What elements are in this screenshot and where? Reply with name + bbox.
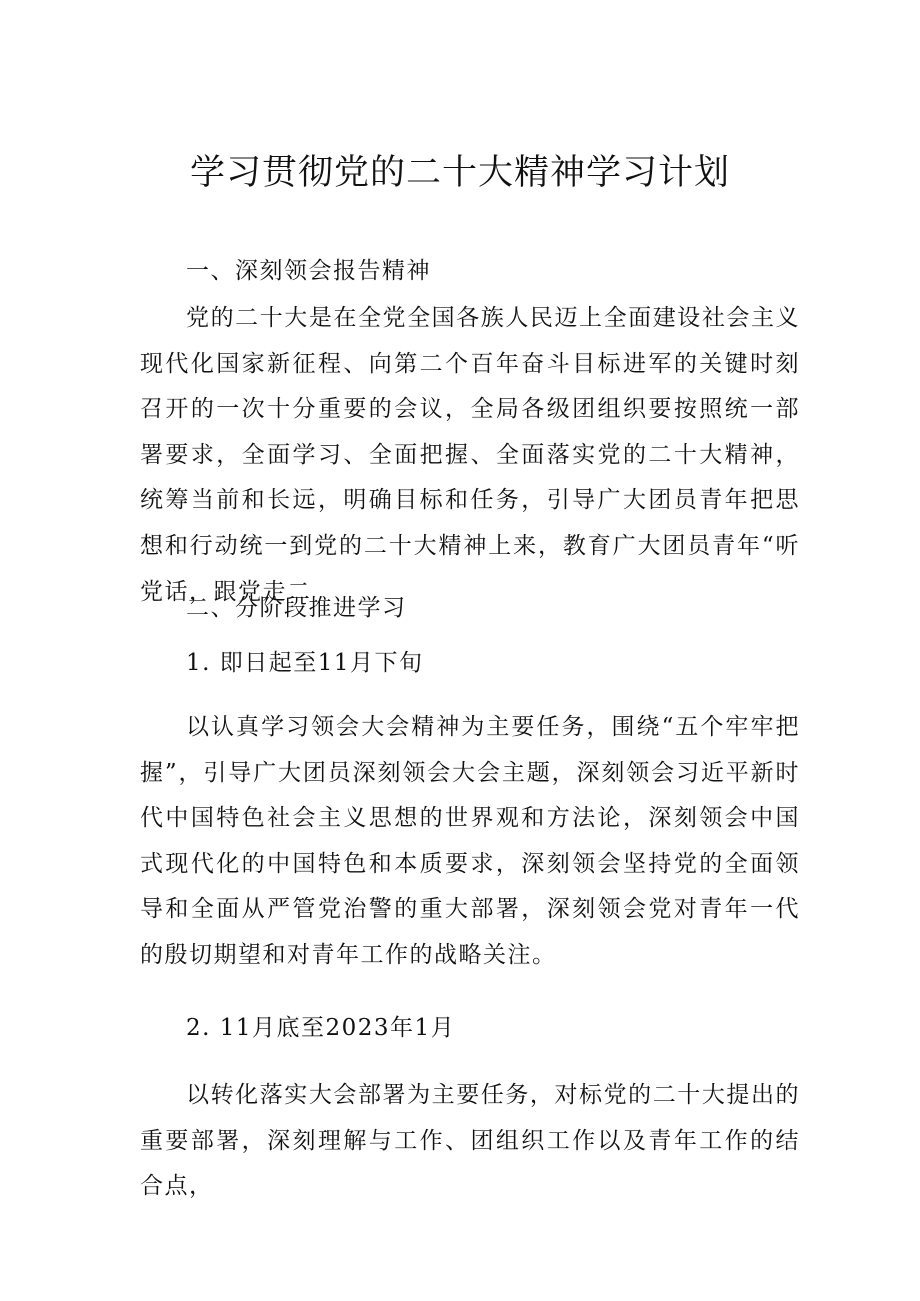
stage1-heading: 1. 即日起至11月下旬 — [186, 650, 424, 676]
section2-heading: 二、分阶段推进学习 — [186, 595, 407, 621]
section1-paragraph: 党的二十大是在全党全国各族人民迈上全面建设社会主义现代化国家新征程、向第二个百年奋斗目标进军的关键时刻召开的一次十分重要的会议，全局各级团组织要按照统一部署要求，全面学习、全面把握、全面落实党的二十大精神，统筹当前和长远，明确目标和任务，引导广大团员青年把思想和行动统一到党的二十大精神上来，教育广大团员青年“听党话，跟党走二 — [140, 305, 800, 605]
section1-heading: 一、深刻领会报告精神 — [186, 258, 431, 284]
stage1-paragraph: 以认真学习领会大会精神为主要任务，围绕“五个牢牢把握”，引导广大团员深刻领会大会主题，深刻领会习近平新时代中国特色社会主义思想的世界观和方法论，深刻领会中国式现代化的中国特色和本质要求，深刻领会坚持党的全面领导和全面从严管党治警的重大部署，深刻领会党对青年一代的殷切期望和对青年工作的战略关注。 — [140, 714, 800, 968]
stage2-paragraph: 以转化落实大会部署为主要任务，对标党的二十大提出的重要部署，深刻理解与工作、团组织工作以及青年工作的结合点， — [140, 1082, 800, 1200]
document-title: 学习贯彻党的二十大精神学习计划 — [189, 153, 730, 193]
stage2-heading: 2. 11月底至2023年1月 — [186, 1015, 456, 1041]
